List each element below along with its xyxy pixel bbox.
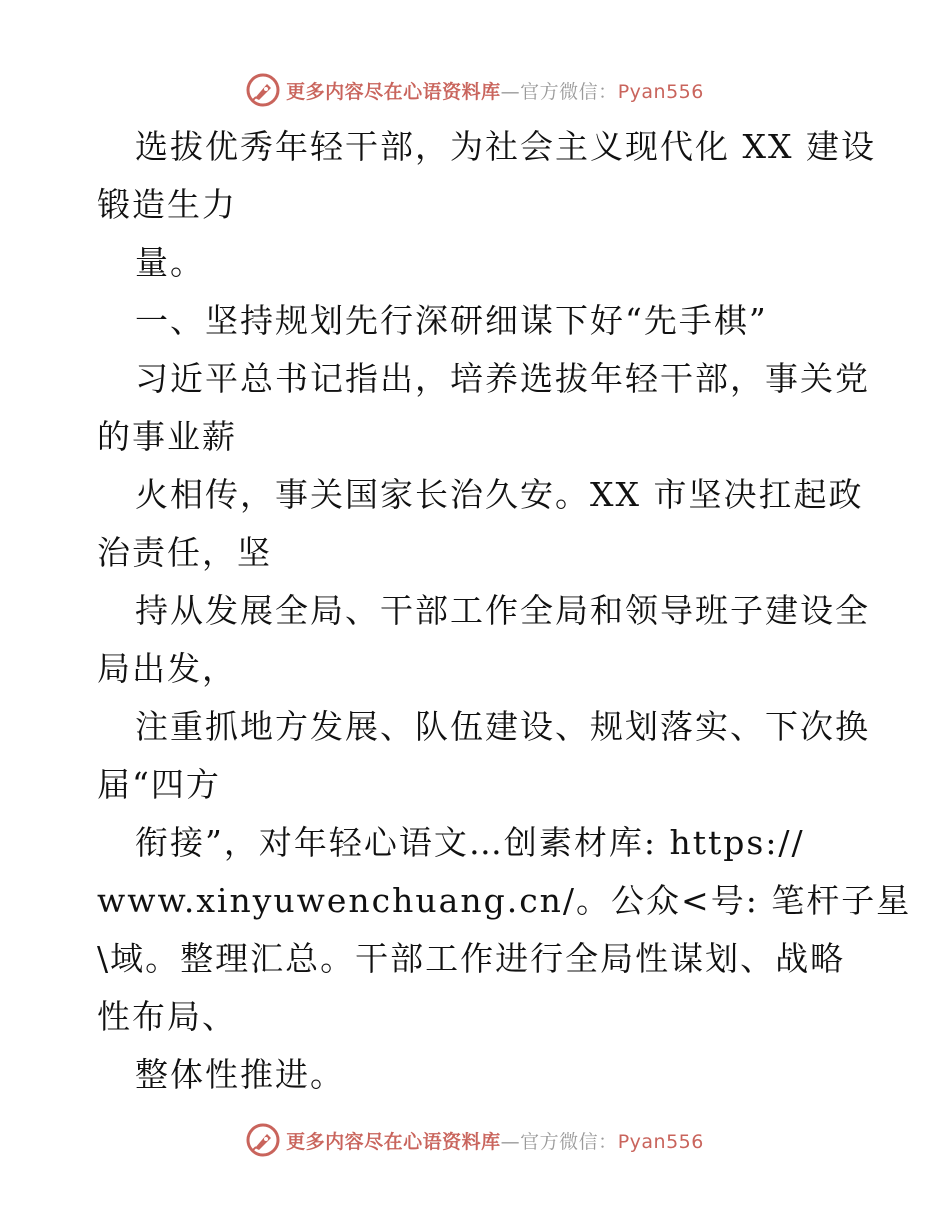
banner-text [286,1127,704,1154]
text-line: 选拔优秀年轻干部，为社会主义现代化 XX 建设 [135,127,876,166]
text-line: 的事业薪 [97,417,237,456]
text-line: 注重抓地方发展、队伍建设、规划落实、下次换 [135,707,870,746]
banner-wechat-label: —官方微信： [500,80,618,103]
banner-text [286,77,704,104]
text-line: 届“四方 [97,765,221,804]
text-line: 整体性推进。 [135,1055,345,1094]
banner-site-name: 更多内容尽在心语资料库 [286,80,501,103]
text-line: 局出发， [97,649,237,688]
text-line: www.xinyuwenchuang.cn/。公众<号: 笔杆子星 [97,881,912,920]
section-heading: 一、坚持规划先行深研细谋下好“先手棋” [135,301,768,340]
text-line: 治责任，坚 [97,533,272,572]
text-line: 衔接”，对年轻心语文…创素材库: https:// [135,823,805,862]
text-line: 性布局、 [97,997,237,1036]
pen-nib-logo-icon [246,1123,280,1157]
pen-nib-logo-icon [246,73,280,107]
document-body [97,118,912,1104]
banner-site-name: 更多内容尽在心语资料库 [286,1130,501,1153]
text-line: 量。 [135,243,205,282]
text-line: 习近平总书记指出，培养选拔年轻干部，事关党 [135,359,870,398]
header-banner [0,70,950,110]
banner-wechat-id: Pyan556 [617,80,704,103]
text-line: 持从发展全局、干部工作全局和领导班子建设全 [135,591,870,630]
footer-banner-content [246,1123,704,1157]
banner-wechat-label: —官方微信： [500,1130,618,1153]
text-line: 火相传，事关国家长治久安。XX 市坚决扛起政 [135,475,864,514]
banner-wechat-id: Pyan556 [617,1130,704,1153]
header-banner-content [246,73,704,107]
text-line: \域。整理汇总。干部工作进行全局性谋划、战略 [97,939,846,978]
text-line: 锻造生力 [97,185,237,224]
footer-banner [0,1120,950,1160]
